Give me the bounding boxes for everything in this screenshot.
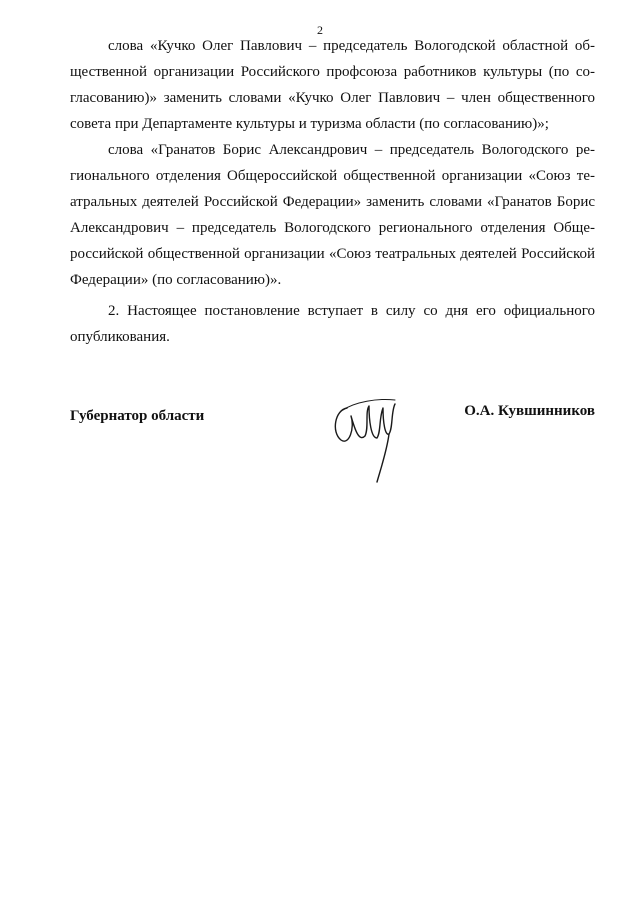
text-line: Федерации» (по согласованию)». (70, 272, 282, 288)
text-line: совета при Департаменте культуры и туризма области (по согласованию)»; (70, 116, 549, 132)
text-line: слова «Кучко Олег Павлович – председатель Вологодской областной об- (108, 38, 595, 54)
text-line: гласованию)» заменить словами «Кучко Олег Павлович – член общественного (70, 90, 595, 106)
paragraph-kuchko (70, 33, 595, 137)
page-number: 2 (317, 23, 323, 37)
text-line: Александрович – председатель Вологодского регионального отделения Обще- (70, 220, 595, 236)
text-line: 2. Настоящее постановление вступает в силу со дня его официального (108, 303, 595, 319)
text-line: российской общественной организации «Союз театральных деятелей Российской (70, 246, 595, 262)
text-line: слова «Гранатов Борис Александрович – председатель Вологодского ре- (108, 142, 595, 158)
handwritten-signature (325, 380, 405, 490)
text-line: опубликования. (70, 329, 170, 345)
paragraph-granatov (70, 137, 595, 293)
signature-block (70, 370, 595, 480)
text-line: щественной организации Российского профсоюза работников культуры (по со- (70, 64, 595, 80)
text-line: гионального отделения Общероссийской общественной организации «Союз те- (70, 168, 595, 184)
signatory-title: Губернатор области (70, 408, 205, 424)
paragraph-effective-date (70, 298, 595, 350)
text-line: атральных деятелей Российской Федерации» заменить словами «Гранатов Борис (70, 194, 595, 210)
signatory-name: О.А. Кувшинников (464, 403, 595, 419)
